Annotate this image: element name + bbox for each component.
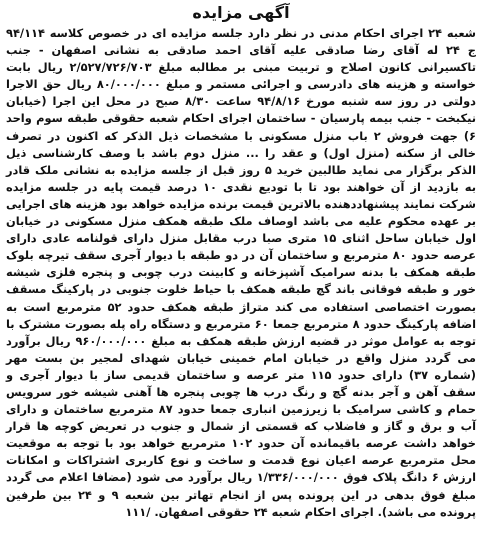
- notice-title: آگهی مزایده: [192, 3, 290, 22]
- notice-body: شعبه ۲۴ اجرای احکام مدنی در نظر دارد جلسه مزایده ای در خصوص کلاسه ۹۴/۱۱۴ ج ۲۴ له آقای رضا صادقی علیه آقای احمد صادقی به نشانی اصفهان - جنب تاکسیرانی کانون اصلاح و تربیت مبنی بر مطالبه مبلغ ۲/۵۲۷/۷۲۶/۷۰۳ ریال بابت خواسته و هزینه های دادرسی و اجرائی مستمر و مبلغ ۸۰/۰۰۰/۰۰۰ ریال حق الاجرا دولتی در روز سه شنبه مورخ ۹۴/۸/۱۶ ساعت ۸/۳۰ صبح در محل این اجرا (خیابان نیکبخت - جنب بیمه پارسیان - ساختمان اجرای احکام شعبه حقوقی طبقه سوم واحد ۶) جهت فروش ۲ باب منزل مسکونی با مشخصات ذیل الذکر که اکنون در تصرف خالی از سکنه (منزل اول) و عقد را ... منزل دوم باشد با وصف کارشناسی ذیل الذکر برگزار می نماید طالبین خرید ۵ روز قبل از جلسه مزایده به نشانی ملک قادر به بازدید از آن خواهند بود تا با تودیع نقدی ۱۰ درصد قیمت پایه در جلسه مزایده شرکت نمایند پیشنهاددهنده بالاترین قیمت برنده مزایده خواهد بود هزینه های اجرایی بر عهده محکوم علیه می باشد اوصاف ملک طبقه همکف منزل مسکونی در خیابان اول خیابان ساحل اثنای ۱۵ متری صبا درب مقابل منزل دارای قولنامه عادی دارای عرصه حدود ۸۰ مترمربع و ساختمان آن در دو طبقه با دیوار آجری سقف تیرچه بلوک طبقه همکف با بدنه سرامیک آشپزخانه و کابینت درب چوبی و پنجره فلزی شیشه خور و طبقه فوقانی باند گچ طبقه همکف با حیاط خلوت جنوبی در پارکینگ مسقف بصورت اختصاصی استفاده می کند متراژ طبقه همکف حدود ۵۲ مترمربع است به اضافه پارکینگ حدود ۸ مترمربع جمعا ۶۰ مترمربع و دستگاه راه پله بصورت مشترک با توجه به عوامل موثر در قضیه ارزش طبقه همکف به مبلغ ۹۶۰/۰۰۰/۰۰۰ ریال برآورد می گردد منزل واقع در خیابان امام خمینی خیابان شهدای لمجیر بن بست مهر (شماره ۳۷) دارای حدود ۱۱۵ متر عرصه و ساختمان قدیمی ساز با دیوار آجری و سقف آهن و آجر بدنه گچ و رنگ درب ها چوبی پنجره ها آهنی شیشه خور سرویس حمام و کاشی سرامیک با زیرزمین انباری جمعا حدود ۸۷ مترمربع ساختمان و دارای آب و برق و گاز و فاضلاب که قسمتی از شمال و جنوب در تعریض کوچه ها قرار خواهد داشت عرصه باقیمانده آن حدود ۱۰۲ مترمربع خواهد بود با توجه به موقعیت محل مترمربع عرصه اعیان نوع قدمت و ساخت و نوع کاربری اشتراکات و امکانات ارزش ۶ دانگ پلاک فوق ۱/۳۳۶/۰۰۰/۰۰۰ ریال برآورد می شود (مضافا اعلام می گردد مبلغ فوق بدهی در این پرونده پس از انجام تهاتر بین شعبه ۹ و ۲۴ بین طرفین پرونده می باشد). اجرای احکام شعبه ۲۴ حقوقی اصفهان. /۱۱۱: [6, 26, 477, 519]
